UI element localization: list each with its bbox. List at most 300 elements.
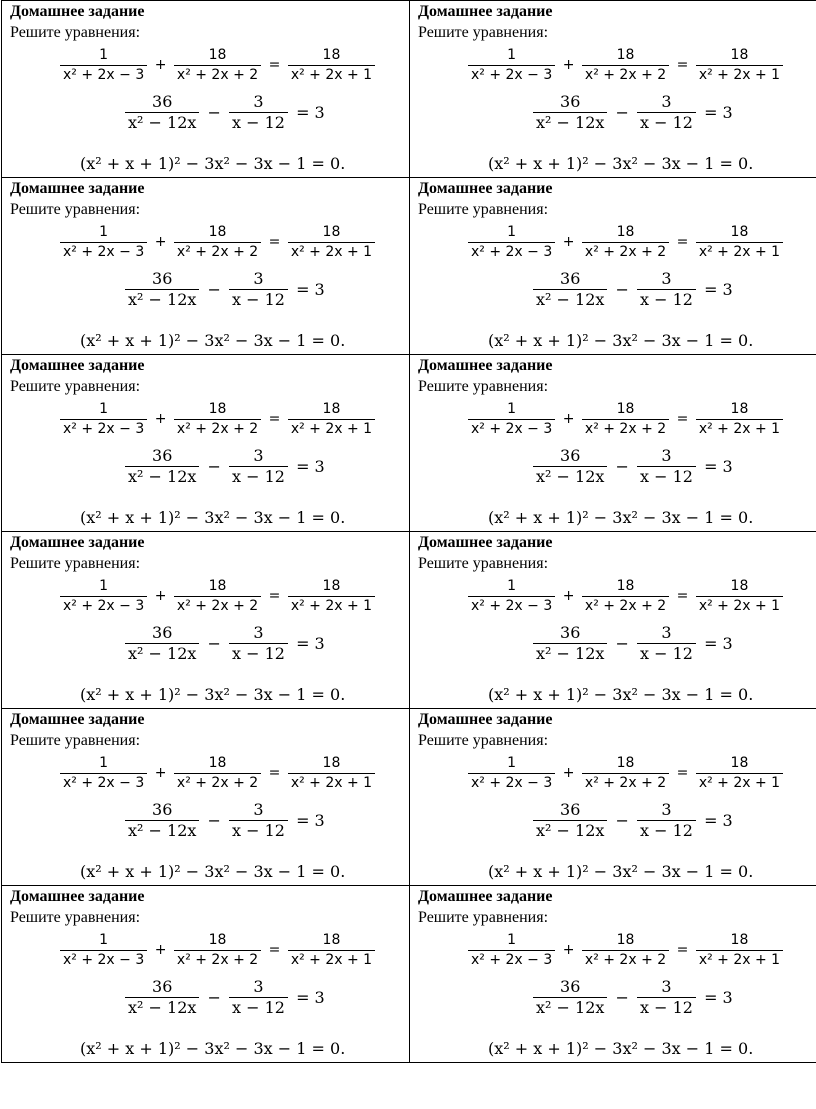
fraction [533, 623, 607, 664]
fraction [60, 754, 147, 792]
fraction [468, 577, 555, 615]
denominator: x − 12 [637, 112, 696, 133]
operator: = [268, 411, 281, 427]
denominator: x² + 2x − 3 [468, 596, 555, 615]
numerator: 36 [560, 800, 581, 819]
numerator: 18 [208, 578, 227, 594]
numerator: 18 [208, 755, 227, 771]
numerator: 3 [253, 269, 264, 288]
equation-2 [125, 800, 328, 841]
fraction [288, 577, 375, 615]
equation-3: (x² + x + 1)² − 3x² − 3x − 1 = 0. [80, 862, 346, 881]
equation-rhs: = 3 [296, 811, 325, 830]
denominator: x² + 2x + 1 [696, 419, 783, 438]
denominator: x² − 12x [125, 997, 199, 1018]
numerator: 1 [507, 401, 517, 417]
homework-card [410, 178, 816, 354]
denominator: x² + 2x − 3 [60, 773, 147, 792]
homework-card [410, 709, 816, 885]
equation-1 [468, 754, 783, 792]
equation-rhs: = 3 [704, 457, 733, 476]
denominator: x − 12 [637, 820, 696, 841]
operator: − [207, 988, 221, 1007]
denominator: x − 12 [229, 112, 288, 133]
equation-2 [533, 269, 736, 310]
numerator: 18 [322, 224, 341, 240]
operator: − [615, 811, 629, 830]
equation-rhs: = 3 [296, 988, 325, 1007]
homework-instruction: Решите уравнения: [418, 201, 549, 218]
denominator: x² + 2x + 1 [696, 596, 783, 615]
fraction [533, 446, 607, 487]
homework-title: Домашнее задание [418, 888, 553, 905]
numerator: 36 [560, 623, 581, 642]
operator: + [154, 234, 167, 250]
worksheet-cell [410, 886, 816, 1063]
denominator: x² + 2x − 3 [468, 65, 555, 84]
denominator: x − 12 [229, 466, 288, 487]
operator: = [268, 765, 281, 781]
fraction [533, 977, 607, 1018]
denominator: x² + 2x − 3 [60, 596, 147, 615]
denominator: x² − 12x [125, 643, 199, 664]
numerator: 3 [253, 623, 264, 642]
denominator: x² + 2x + 2 [174, 950, 261, 969]
numerator: 18 [730, 47, 749, 63]
denominator: x − 12 [229, 643, 288, 664]
denominator: x − 12 [229, 997, 288, 1018]
fraction [468, 400, 555, 438]
numerator: 36 [560, 446, 581, 465]
equation-3: (x² + x + 1)² − 3x² − 3x − 1 = 0. [80, 508, 346, 527]
operator: + [562, 942, 575, 958]
denominator: x² + 2x + 2 [582, 65, 669, 84]
operator: − [615, 988, 629, 1007]
equation-3: (x² + x + 1)² − 3x² − 3x − 1 = 0. [80, 1039, 346, 1058]
worksheet-row [2, 532, 816, 709]
equation-2 [533, 623, 736, 664]
homework-card [2, 1, 409, 177]
equation-3: (x² + x + 1)² − 3x² − 3x − 1 = 0. [80, 154, 346, 173]
homework-instruction: Решите уравнения: [10, 201, 141, 218]
fraction [468, 223, 555, 261]
denominator: x − 12 [637, 466, 696, 487]
fraction [533, 92, 607, 133]
worksheet-cell [410, 355, 816, 532]
operator: − [615, 103, 629, 122]
fraction [174, 223, 261, 261]
denominator: x² + 2x − 3 [468, 773, 555, 792]
denominator: x² + 2x − 3 [60, 65, 147, 84]
fraction [582, 931, 669, 969]
denominator: x² + 2x + 2 [174, 773, 261, 792]
homework-title: Домашнее задание [418, 711, 553, 728]
worksheet-row [2, 355, 816, 532]
homework-title: Домашнее задание [10, 3, 145, 20]
fraction [125, 977, 199, 1018]
equation-1 [60, 223, 375, 261]
numerator: 3 [253, 800, 264, 819]
homework-instruction: Решите уравнения: [418, 24, 549, 41]
equation-2 [125, 977, 328, 1018]
fraction [288, 400, 375, 438]
fraction [174, 577, 261, 615]
equation-2 [125, 446, 328, 487]
numerator: 18 [322, 932, 341, 948]
denominator: x − 12 [637, 289, 696, 310]
denominator: x² + 2x + 1 [288, 419, 375, 438]
denominator: x − 12 [229, 289, 288, 310]
numerator: 18 [616, 755, 635, 771]
fraction [637, 800, 696, 841]
fraction [229, 800, 288, 841]
denominator: x² − 12x [125, 289, 199, 310]
homework-instruction: Решите уравнения: [10, 909, 141, 926]
worksheet-row [2, 709, 816, 886]
operator: = [676, 57, 689, 73]
numerator: 1 [507, 578, 517, 594]
fraction [288, 46, 375, 84]
numerator: 3 [661, 977, 672, 996]
numerator: 18 [208, 47, 227, 63]
equation-2 [533, 800, 736, 841]
fraction [125, 800, 199, 841]
numerator: 1 [99, 401, 109, 417]
fraction [637, 269, 696, 310]
operator: + [562, 234, 575, 250]
fraction [582, 577, 669, 615]
fraction [288, 223, 375, 261]
worksheet-sheet [1, 0, 815, 1067]
numerator: 18 [730, 755, 749, 771]
fraction [229, 977, 288, 1018]
denominator: x² + 2x + 2 [582, 950, 669, 969]
denominator: x² + 2x − 3 [60, 419, 147, 438]
fraction [60, 931, 147, 969]
operator: + [154, 57, 167, 73]
operator: = [676, 942, 689, 958]
operator: + [562, 57, 575, 73]
equation-rhs: = 3 [296, 280, 325, 299]
fraction [229, 623, 288, 664]
denominator: x² − 12x [125, 112, 199, 133]
operator: − [207, 634, 221, 653]
worksheet-cell [410, 532, 816, 709]
fraction [696, 931, 783, 969]
equation-rhs: = 3 [704, 811, 733, 830]
fraction [696, 223, 783, 261]
equation-1 [60, 46, 375, 84]
denominator: x² + 2x + 1 [696, 242, 783, 261]
fraction [229, 446, 288, 487]
fraction [696, 46, 783, 84]
denominator: x² + 2x + 1 [288, 773, 375, 792]
fraction [637, 623, 696, 664]
numerator: 36 [152, 446, 173, 465]
fraction [582, 754, 669, 792]
denominator: x² − 12x [125, 820, 199, 841]
equation-3: (x² + x + 1)² − 3x² − 3x − 1 = 0. [80, 685, 346, 704]
worksheet-row [2, 886, 816, 1063]
numerator: 3 [253, 977, 264, 996]
denominator: x² + 2x − 3 [468, 419, 555, 438]
numerator: 3 [661, 800, 672, 819]
denominator: x² − 12x [533, 643, 607, 664]
equation-1 [468, 223, 783, 261]
numerator: 18 [730, 224, 749, 240]
numerator: 18 [208, 224, 227, 240]
homework-card [410, 1, 816, 177]
operator: − [207, 280, 221, 299]
equation-rhs: = 3 [704, 280, 733, 299]
numerator: 18 [730, 932, 749, 948]
equation-1 [468, 400, 783, 438]
denominator: x² + 2x + 1 [696, 773, 783, 792]
fraction [125, 623, 199, 664]
numerator: 3 [253, 92, 264, 111]
homework-title: Домашнее задание [10, 888, 145, 905]
homework-title: Домашнее задание [418, 357, 553, 374]
numerator: 1 [507, 224, 517, 240]
operator: = [268, 588, 281, 604]
operator: + [154, 765, 167, 781]
operator: = [676, 411, 689, 427]
numerator: 36 [152, 977, 173, 996]
homework-card [410, 355, 816, 531]
fraction [533, 269, 607, 310]
denominator: x − 12 [637, 997, 696, 1018]
fraction [468, 46, 555, 84]
fraction [174, 931, 261, 969]
fraction [582, 223, 669, 261]
numerator: 36 [560, 977, 581, 996]
operator: + [562, 765, 575, 781]
worksheet-row [2, 178, 816, 355]
homework-instruction: Решите уравнения: [10, 555, 141, 572]
numerator: 3 [661, 269, 672, 288]
numerator: 18 [616, 47, 635, 63]
numerator: 36 [152, 800, 173, 819]
operator: − [207, 811, 221, 830]
fraction [174, 754, 261, 792]
operator: = [676, 765, 689, 781]
equation-1 [60, 577, 375, 615]
equation-1 [60, 754, 375, 792]
operator: = [268, 57, 281, 73]
numerator: 18 [730, 401, 749, 417]
homework-instruction: Решите уравнения: [418, 732, 549, 749]
denominator: x² + 2x + 1 [288, 950, 375, 969]
operator: − [207, 457, 221, 476]
fraction [468, 931, 555, 969]
homework-title: Домашнее задание [418, 3, 553, 20]
worksheet-cell [2, 1, 410, 178]
numerator: 3 [661, 446, 672, 465]
equation-3: (x² + x + 1)² − 3x² − 3x − 1 = 0. [488, 1039, 754, 1058]
equation-rhs: = 3 [296, 103, 325, 122]
equation-2 [125, 269, 328, 310]
worksheet-grid [1, 0, 816, 1063]
homework-card [2, 532, 409, 708]
equation-1 [468, 931, 783, 969]
denominator: x² + 2x + 2 [174, 419, 261, 438]
worksheet-cell [2, 355, 410, 532]
denominator: x² + 2x + 2 [174, 242, 261, 261]
numerator: 1 [507, 755, 517, 771]
equation-3: (x² + x + 1)² − 3x² − 3x − 1 = 0. [488, 154, 754, 173]
numerator: 1 [99, 755, 109, 771]
denominator: x² + 2x + 2 [582, 773, 669, 792]
numerator: 1 [507, 47, 517, 63]
operator: = [268, 234, 281, 250]
fraction [125, 92, 199, 133]
homework-card [410, 886, 816, 1062]
worksheet-cell [2, 709, 410, 886]
numerator: 36 [152, 92, 173, 111]
numerator: 3 [661, 92, 672, 111]
denominator: x − 12 [229, 820, 288, 841]
numerator: 1 [99, 932, 109, 948]
fraction [696, 577, 783, 615]
denominator: x² + 2x + 1 [288, 242, 375, 261]
fraction [229, 269, 288, 310]
equation-2 [125, 92, 328, 133]
homework-instruction: Решите уравнения: [418, 555, 549, 572]
fraction [637, 92, 696, 133]
operator: + [154, 942, 167, 958]
numerator: 36 [560, 269, 581, 288]
fraction [60, 223, 147, 261]
operator: − [615, 634, 629, 653]
fraction [125, 446, 199, 487]
denominator: x² + 2x − 3 [468, 242, 555, 261]
operator: + [562, 411, 575, 427]
homework-title: Домашнее задание [418, 180, 553, 197]
equation-2 [125, 623, 328, 664]
numerator: 18 [322, 47, 341, 63]
numerator: 18 [616, 932, 635, 948]
homework-card [410, 532, 816, 708]
homework-title: Домашнее задание [418, 534, 553, 551]
operator: = [268, 942, 281, 958]
homework-card [2, 886, 409, 1062]
fraction [229, 92, 288, 133]
denominator: x² − 12x [533, 820, 607, 841]
worksheet-cell [2, 178, 410, 355]
fraction [696, 400, 783, 438]
homework-instruction: Решите уравнения: [10, 24, 141, 41]
denominator: x² + 2x + 2 [174, 596, 261, 615]
equation-3: (x² + x + 1)² − 3x² − 3x − 1 = 0. [80, 331, 346, 350]
denominator: x² + 2x − 3 [468, 950, 555, 969]
equation-2 [533, 977, 736, 1018]
operator: + [562, 588, 575, 604]
operator: = [676, 234, 689, 250]
homework-title: Домашнее задание [10, 534, 145, 551]
operator: + [154, 411, 167, 427]
fraction [60, 46, 147, 84]
equation-rhs: = 3 [296, 634, 325, 653]
denominator: x² + 2x + 2 [582, 242, 669, 261]
equation-3: (x² + x + 1)² − 3x² − 3x − 1 = 0. [488, 508, 754, 527]
fraction [696, 754, 783, 792]
operator: − [207, 103, 221, 122]
worksheet-cell [410, 709, 816, 886]
numerator: 1 [99, 47, 109, 63]
numerator: 1 [507, 932, 517, 948]
equation-1 [468, 577, 783, 615]
homework-instruction: Решите уравнения: [10, 732, 141, 749]
denominator: x − 12 [637, 643, 696, 664]
worksheet-cell [2, 886, 410, 1063]
equation-2 [533, 92, 736, 133]
fraction [288, 931, 375, 969]
denominator: x² + 2x + 1 [696, 950, 783, 969]
operator: + [154, 588, 167, 604]
denominator: x² + 2x + 2 [582, 596, 669, 615]
fraction [533, 800, 607, 841]
equation-1 [60, 931, 375, 969]
fraction [582, 400, 669, 438]
numerator: 18 [208, 401, 227, 417]
denominator: x² + 2x + 2 [174, 65, 261, 84]
numerator: 18 [322, 755, 341, 771]
fraction [637, 977, 696, 1018]
denominator: x² + 2x − 3 [60, 950, 147, 969]
worksheet-cell [410, 178, 816, 355]
equation-2 [533, 446, 736, 487]
equation-rhs: = 3 [296, 457, 325, 476]
equation-1 [60, 400, 375, 438]
equation-3: (x² + x + 1)² − 3x² − 3x − 1 = 0. [488, 685, 754, 704]
homework-card [2, 178, 409, 354]
denominator: x² + 2x + 1 [288, 596, 375, 615]
numerator: 36 [152, 269, 173, 288]
numerator: 1 [99, 224, 109, 240]
fraction [582, 46, 669, 84]
denominator: x² − 12x [533, 289, 607, 310]
numerator: 18 [730, 578, 749, 594]
equation-1 [468, 46, 783, 84]
homework-title: Домашнее задание [10, 711, 145, 728]
denominator: x² + 2x + 1 [288, 65, 375, 84]
homework-card [2, 355, 409, 531]
homework-instruction: Решите уравнения: [418, 909, 549, 926]
numerator: 1 [99, 578, 109, 594]
operator: = [676, 588, 689, 604]
numerator: 18 [208, 932, 227, 948]
fraction [60, 577, 147, 615]
numerator: 36 [560, 92, 581, 111]
denominator: x² + 2x + 2 [582, 419, 669, 438]
numerator: 3 [661, 623, 672, 642]
numerator: 18 [616, 401, 635, 417]
numerator: 18 [616, 578, 635, 594]
numerator: 18 [616, 224, 635, 240]
equation-3: (x² + x + 1)² − 3x² − 3x − 1 = 0. [488, 331, 754, 350]
equation-rhs: = 3 [704, 988, 733, 1007]
worksheet-row [2, 1, 816, 178]
equation-3: (x² + x + 1)² − 3x² − 3x − 1 = 0. [488, 862, 754, 881]
denominator: x² − 12x [533, 112, 607, 133]
worksheet-cell [410, 1, 816, 178]
fraction [174, 46, 261, 84]
denominator: x² − 12x [533, 997, 607, 1018]
denominator: x² + 2x + 1 [696, 65, 783, 84]
numerator: 3 [253, 446, 264, 465]
fraction [468, 754, 555, 792]
fraction [288, 754, 375, 792]
